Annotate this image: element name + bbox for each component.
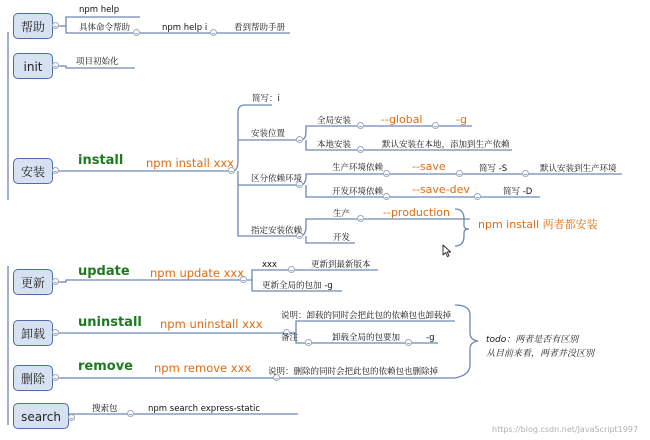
collapse-global-flag[interactable] bbox=[432, 122, 439, 129]
install-production-flag: --production bbox=[383, 206, 451, 219]
install-dev-dep: 开发环境依赖 bbox=[332, 187, 384, 197]
install-development: 开发 bbox=[333, 233, 351, 243]
install-save-dev-short: 简写 -D bbox=[503, 187, 533, 197]
uninstall-command: npm uninstall xxx bbox=[160, 317, 263, 331]
install-production: 生产 bbox=[333, 209, 351, 219]
todo-line1: todo：两者是否有区别 bbox=[486, 335, 579, 345]
uninstall-desc: 说明：卸载的同时会把此包的依赖包也卸载掉 bbox=[281, 311, 452, 321]
help-npm-help-i: npm help i bbox=[162, 23, 208, 33]
watermark: https://blog.csdn.net/JavaScript1997 bbox=[492, 425, 639, 434]
root-init[interactable]: init bbox=[13, 53, 53, 79]
collapse-help[interactable] bbox=[52, 22, 59, 29]
install-global: 全局安装 bbox=[317, 116, 352, 126]
update-xxx: xxx bbox=[262, 260, 278, 270]
update-command: npm update xxx bbox=[150, 266, 245, 280]
root-install[interactable]: 安装 bbox=[13, 158, 53, 184]
help-manual: 看到帮助手册 bbox=[234, 23, 286, 33]
install-command: npm install xxx bbox=[146, 156, 234, 170]
cursor-icon bbox=[442, 244, 452, 258]
collapse-prod-dep[interactable] bbox=[383, 170, 390, 177]
help-npm-help: npm help bbox=[79, 5, 120, 15]
install-shorthand: 简写：i bbox=[252, 94, 280, 104]
update-keyword: update bbox=[78, 264, 130, 279]
help-specific: 具体命令帮助 bbox=[79, 23, 131, 33]
root-help[interactable]: 帮助 bbox=[13, 13, 53, 39]
remove-desc: 说明：删除的同时会把此包的依赖包也删除掉 bbox=[268, 367, 439, 377]
uninstall-remark: 备注 bbox=[281, 333, 299, 343]
collapse-global[interactable] bbox=[357, 122, 364, 129]
install-dep-env: 区分依赖环境 bbox=[251, 174, 303, 184]
install-location: 安装位置 bbox=[251, 129, 286, 139]
install-local-desc: 默认安装在本地，添加到生产依赖 bbox=[382, 140, 510, 150]
install-specified: 指定安装依赖 bbox=[251, 226, 303, 236]
collapse-search-label[interactable] bbox=[127, 410, 134, 417]
uninstall-remark-desc: 卸载全局的包要加 bbox=[332, 333, 401, 343]
collapse-local[interactable] bbox=[357, 146, 364, 153]
install-both-note: npm install 两者都安装 bbox=[478, 218, 598, 231]
root-remove[interactable]: 删除 bbox=[13, 365, 53, 391]
remove-command: npm remove xxx bbox=[154, 361, 252, 375]
collapse-remark[interactable] bbox=[305, 339, 312, 346]
install-prod-dep: 生产环境依赖 bbox=[332, 163, 384, 173]
collapse-location[interactable] bbox=[296, 136, 303, 143]
install-save-short: 简写 -S bbox=[479, 164, 508, 174]
root-uninstall[interactable]: 卸载 bbox=[13, 320, 53, 346]
collapse-uninstall[interactable] bbox=[52, 329, 59, 336]
install-save-default: 默认安装到生产环境 bbox=[540, 164, 617, 174]
collapse-remove[interactable] bbox=[52, 374, 59, 381]
uninstall-keyword: uninstall bbox=[78, 315, 142, 330]
collapse-xxx[interactable] bbox=[288, 266, 295, 273]
collapse-save[interactable] bbox=[456, 170, 463, 177]
collapse-npm-help-i[interactable] bbox=[210, 29, 217, 36]
collapse-save-dev[interactable] bbox=[474, 193, 481, 200]
root-update[interactable]: 更新 bbox=[13, 269, 53, 295]
search-label: 搜索包 bbox=[92, 404, 118, 414]
collapse-search[interactable] bbox=[68, 414, 75, 421]
todo-line2: 从目前来看，两者并没区别 bbox=[486, 349, 595, 359]
init-desc: 项目初始化 bbox=[76, 57, 119, 67]
uninstall-g: -g bbox=[426, 333, 435, 343]
install-save-dev: --save-dev bbox=[412, 183, 470, 196]
root-search[interactable]: search bbox=[13, 403, 69, 429]
install-keyword: install bbox=[78, 153, 124, 168]
search-command: npm search express-static bbox=[148, 404, 261, 414]
collapse-init[interactable] bbox=[52, 62, 59, 69]
collapse-specific[interactable] bbox=[133, 29, 140, 36]
remove-keyword: remove bbox=[78, 359, 133, 374]
collapse-save-short[interactable] bbox=[522, 170, 529, 177]
install-save: --save bbox=[412, 160, 446, 173]
install-global-short: -g bbox=[456, 113, 467, 126]
collapse-production[interactable] bbox=[357, 215, 364, 222]
collapse-remark-desc[interactable] bbox=[405, 339, 412, 346]
update-global: 更新全局的包加 -g bbox=[262, 281, 333, 291]
update-latest: 更新到最新版本 bbox=[311, 260, 371, 270]
collapse-install[interactable] bbox=[52, 167, 59, 174]
install-local: 本地安装 bbox=[317, 140, 352, 150]
install-global-flag: --global bbox=[381, 113, 423, 126]
collapse-dev-dep[interactable] bbox=[383, 193, 390, 200]
collapse-update[interactable] bbox=[52, 278, 59, 285]
